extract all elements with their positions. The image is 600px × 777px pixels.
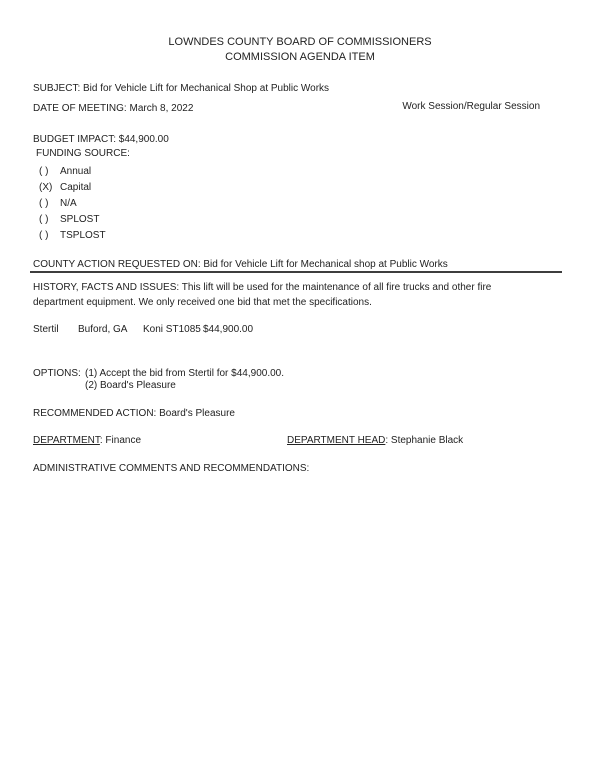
agenda-title-line2: COMMISSION AGENDA ITEM bbox=[225, 51, 375, 63]
history-line-1: HISTORY, FACTS AND ISSUES: This lift will be used for the maintenance of all fire trucks and other fire bbox=[33, 282, 492, 293]
funding-option-label: Capital bbox=[60, 182, 92, 193]
history-line-2: department equipment. We only received one bid that met the specifications. bbox=[33, 297, 372, 308]
funding-option-row bbox=[0, 180, 600, 196]
funding-option-mark: ( ) bbox=[39, 198, 49, 209]
funding-option-row bbox=[0, 228, 600, 244]
funding-option-label: N/A bbox=[60, 198, 77, 209]
department-label: DEPARTMENT bbox=[33, 435, 100, 446]
department-head-value: : Stephanie Black bbox=[385, 435, 464, 446]
subject-line: SUBJECT: Bid for Vehicle Lift for Mechanical Shop at Public Works bbox=[33, 83, 330, 94]
funding-source-label: FUNDING SOURCE: bbox=[36, 148, 130, 159]
session-type: Work Session/Regular Session bbox=[402, 101, 540, 112]
bid-vendor: Stertil bbox=[33, 324, 59, 335]
option-item-2: (2) Board's Pleasure bbox=[85, 380, 176, 391]
agenda-title-line1: LOWNDES COUNTY BOARD OF COMMISSIONERS bbox=[168, 36, 432, 48]
option-item-1: (1) Accept the bid from Stertil for $44,900.00. bbox=[85, 368, 284, 379]
options-label: OPTIONS: bbox=[33, 368, 81, 379]
funding-option-row bbox=[0, 212, 600, 228]
county-action-line: COUNTY ACTION REQUESTED ON: Bid for Vehicle Lift for Mechanical shop at Public Works bbox=[33, 259, 448, 270]
bid-location: Buford, GA bbox=[78, 324, 128, 335]
funding-option-row bbox=[0, 196, 600, 212]
funding-option-label: SPLOST bbox=[60, 214, 100, 225]
admin-comments-line: ADMINISTRATIVE COMMENTS AND RECOMMENDATIONS: bbox=[33, 463, 310, 474]
funding-option-mark: ( ) bbox=[39, 214, 49, 225]
section-divider bbox=[30, 271, 562, 273]
department-line bbox=[33, 433, 141, 448]
funding-option-label: TSPLOST bbox=[60, 230, 106, 241]
recommended-action-line: RECOMMENDED ACTION: Board's Pleasure bbox=[33, 408, 235, 419]
department-head-label: DEPARTMENT HEAD bbox=[287, 435, 386, 446]
bid-model: Koni ST1085 bbox=[143, 324, 201, 335]
funding-option-label: Annual bbox=[60, 166, 92, 177]
department-head-line bbox=[287, 433, 463, 448]
budget-impact-line: BUDGET IMPACT: $44,900.00 bbox=[33, 134, 169, 145]
department-value: : Finance bbox=[99, 435, 142, 446]
funding-option-mark: (X) bbox=[39, 182, 53, 193]
funding-option-mark: ( ) bbox=[39, 230, 49, 241]
funding-option-row bbox=[0, 164, 600, 180]
meeting-date-line: DATE OF MEETING: March 8, 2022 bbox=[33, 103, 194, 114]
bid-amount: $44,900.00 bbox=[203, 324, 254, 335]
funding-option-mark: ( ) bbox=[39, 166, 49, 177]
